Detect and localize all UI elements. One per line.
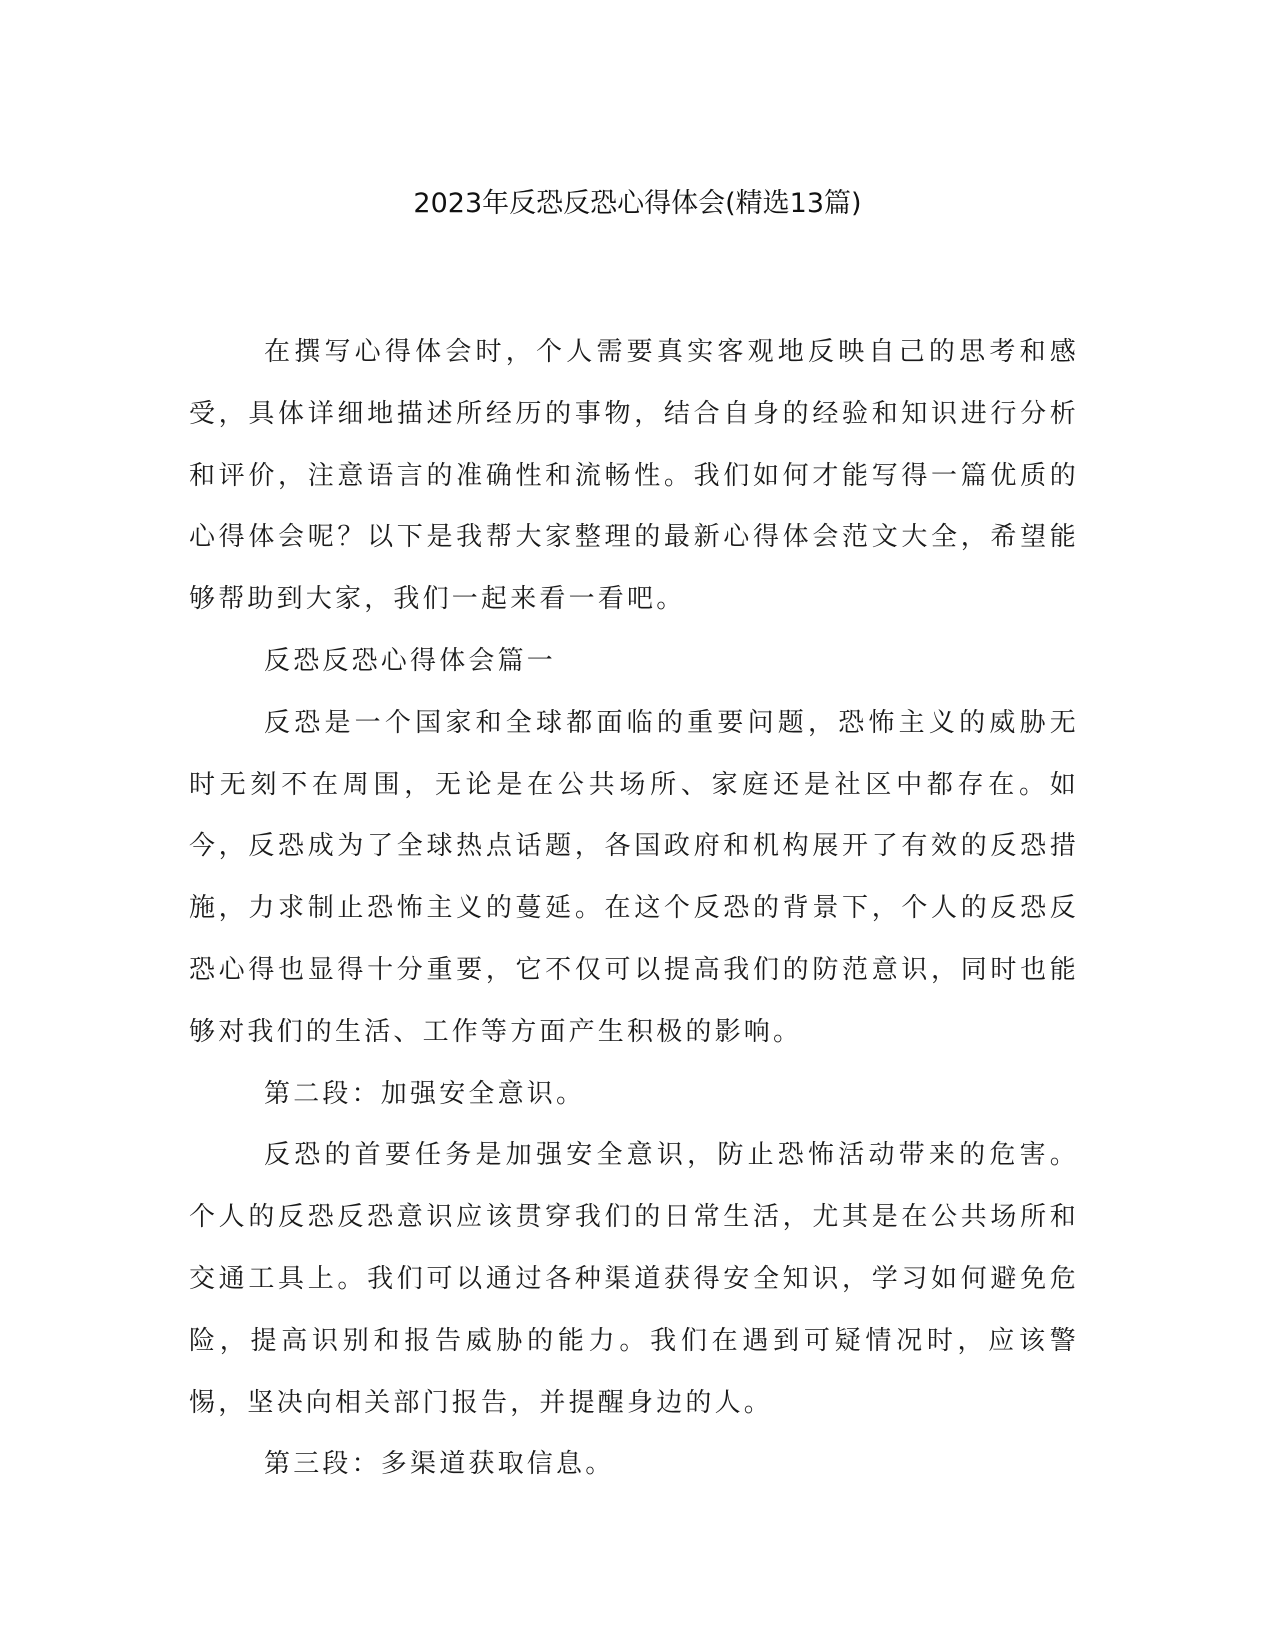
intro-paragraph: 在撰写心得体会时，个人需要真实客观地反映自己的思考和感受，具体详细地描述所经历的事物，结合自身的经验和知识进行分析和评价，注意语言的准确性和流畅性。我们如何才能写得一篇优质的心得体会呢？以下是我帮大家整理的最新心得体会范文大全，希望能够帮助到大家，我们一起来看一看吧。 xyxy=(189,337,1079,615)
body-paragraph: 反恐是一个国家和全球都面临的重要问题，恐怖主义的威胁无时无刻不在周围，无论是在公共场所、家庭还是社区中都存在。如今，反恐成为了全球热点话题，各国政府和机构展开了有效的反恐措施，力求制止恐怖主义的蔓延。在这个反恐的背景下，个人的反恐反恐心得也显得十分重要，它不仅可以提高我们的防范意识，同时也能够对我们的生活、工作等方面产生积极的影响。 xyxy=(189,707,1079,1047)
section-heading-third: 第三段：多渠道获取信息。 xyxy=(264,1449,615,1480)
section-heading-part-one: 反恐反恐心得体会篇一 xyxy=(264,645,557,676)
section-heading-second: 第二段：加强安全意识。 xyxy=(264,1078,586,1109)
body-paragraph: 反恐的首要任务是加强安全意识，防止恐怖活动带来的危害。个人的反恐反恐意识应该贯穿我们的日常生活，尤其是在公共场所和交通工具上。我们可以通过各种渠道获得安全知识，学习如何避免危险，提高识别和报告威胁的能力。我们在遇到可疑情况时，应该警惕，坚决向相关部门报告，并提醒身边的人。 xyxy=(189,1140,1079,1418)
document-body xyxy=(189,322,1079,1496)
page-title: 2023年反恐反恐心得体会(精选13篇) xyxy=(413,188,862,219)
